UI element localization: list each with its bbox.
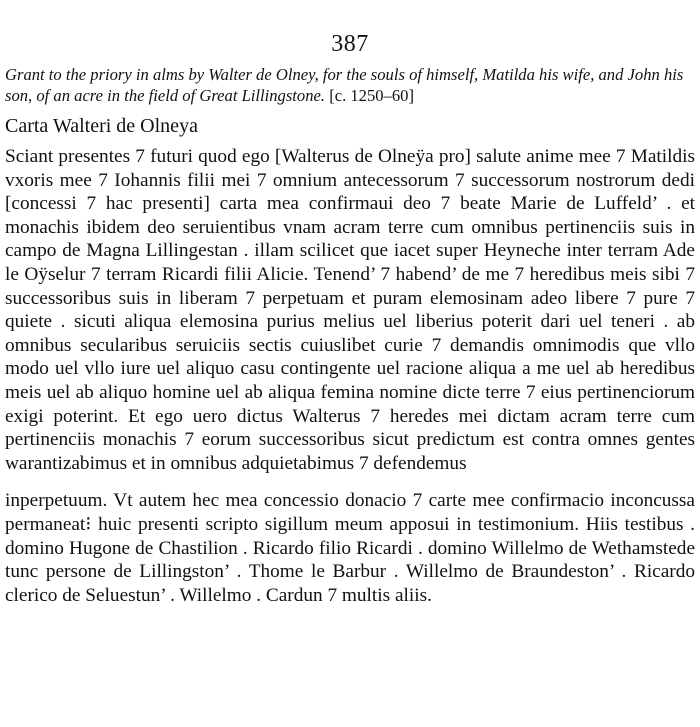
- charter-text: [5, 145, 695, 607]
- charter-paragraph-1: Sciant presentes 7 futuri quod ego [Walterus de Olneÿa pro] salute anime mee 7 Matildis vxoris mee 7 Iohannis filii mei 7 omnium antecessorum 7 successorum nostrorum dedi [concessi 7 hac presenti] carta mea confirmaui deo 7 beate Marie de Luffeld’ . et monachis ibidem deo seruientibus vnam acram terre cum omnibus pertinenciis suis in campo de Magna Lillingestan . illam scilicet que iacet super Heyneche inter terram Ade le Oÿselur 7 terram Ricardi filii Alicie. Tenend’ 7 habend’ de me 7 heredibus meis sibi 7 successoribus suis in liberam 7 perpetuam et puram elemosinam adeo libere 7 pure 7 quiete . sicuti aliqua elemosina purius melius uel liberius poterit dari uel teneri . ab omnibus secularibus seruiciis sectis cuiuslibet curie 7 demandis omnimodis que vllo modo uel vllo iure uel aliquo casu contingente uel racione aliqua a me uel ab heredibus meis uel ab aliquo homine uel ab aliqua femina nomine dicte terre 7 eius pertinenciorum exigi poterint. Et ego uero dictus Walterus 7 heredes mei dictam acram terre cum pertinenciis monachis 7 eorum successoribus sicut predictum est contra omnes gentes warantizabimus et in omnibus adquietabimus 7 defendemus: [5, 146, 695, 474]
- summary-text: Grant to the priory in alms by Walter de Olney, for the souls of himself, Matilda his wife, and John his son, of an acre in the field of Great Lillingstone.: [5, 65, 684, 105]
- page-number: 387: [331, 31, 369, 57]
- charter-title: Carta Walteri de Olneya: [5, 115, 198, 137]
- charter-summary: [5, 64, 695, 106]
- charter-paragraph-2: inperpetuum. Vt autem hec mea concessio donacio 7 carte mee confirmacio inconcussa permaneat⁝ huic presenti scripto sigillum meum apposui in testimonium. Hiis testibus . domino Hugone de Chastilion . Ricardo filio Ricardi . domino Willelmo de Wethamstede tunc persone de Lillingston’ . Thome le Barbur . Willelmo de Braundeston’ . Ricardo clerico de Seluestun’ . Willelmo . Cardun 7 multis aliis.: [5, 490, 695, 606]
- document-page: [5, 0, 695, 607]
- summary-date: [c. 1250–60]: [329, 86, 414, 105]
